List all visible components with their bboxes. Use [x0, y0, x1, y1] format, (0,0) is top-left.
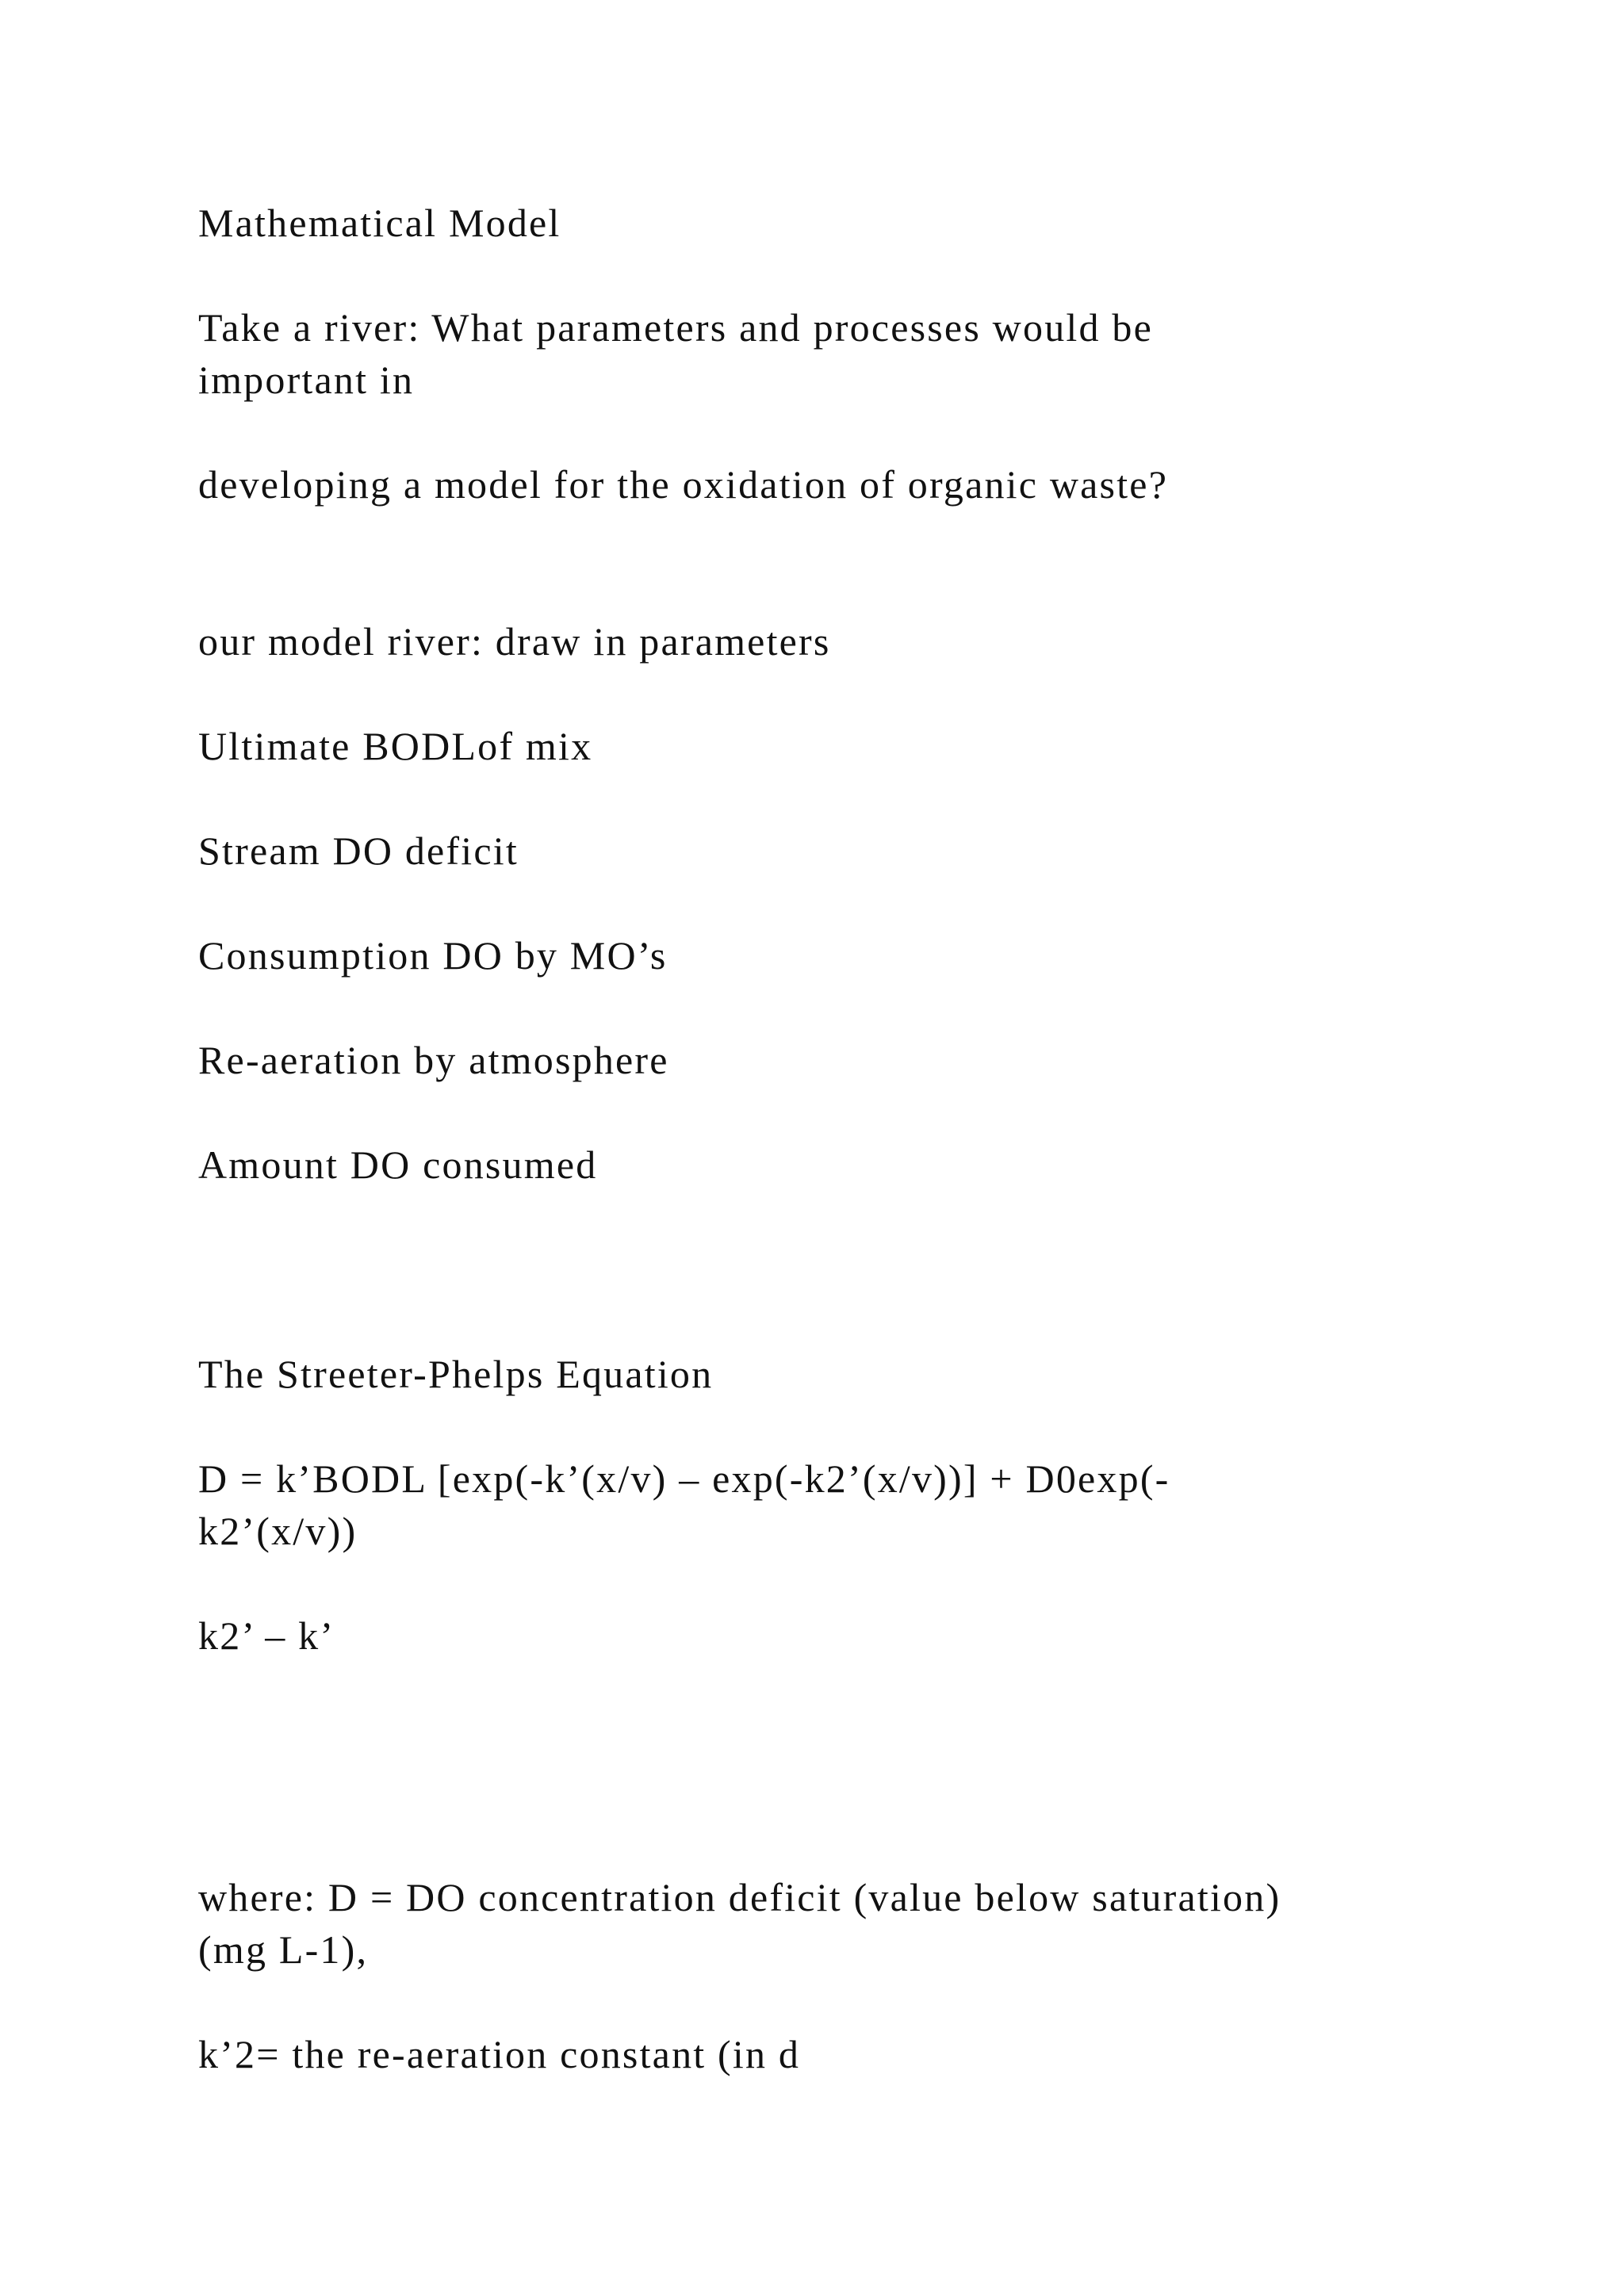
parameter-item-bodl: Ultimate BODLof mix	[198, 724, 593, 768]
question-line-2: important in	[198, 358, 415, 402]
question-line-1: Take a river: What parameters and processes would be	[198, 305, 1153, 350]
question-line-3: developing a model for the oxidation of organic waste?	[198, 462, 1169, 507]
equation-heading: The Streeter-Phelps Equation	[198, 1352, 714, 1396]
where-line-2: (mg L-1),	[198, 1927, 369, 1972]
where-paragraph	[198, 1871, 1281, 1976]
equation-line-2: k2’(x/v))	[198, 1509, 358, 1553]
parameter-item-consumption: Consumption DO by MO’s	[198, 933, 668, 978]
parameter-item-reaeration: Re-aeration by atmosphere	[198, 1038, 669, 1082]
where-line-1: where: D = DO concentration deficit (value below saturation)	[198, 1875, 1281, 1919]
k2-definition: k’2= the re-aeration constant (in d	[198, 2032, 801, 2076]
document-title: Mathematical Model	[198, 201, 561, 245]
question-paragraph	[198, 301, 1153, 406]
parameter-item-deficit: Stream DO deficit	[198, 828, 519, 873]
equation-line-1: D = k’BODL [exp(-k’(x/v) – exp(-k2’(x/v))] + D0exp(-	[198, 1456, 1170, 1501]
parameter-item-consumed: Amount DO consumed	[198, 1142, 598, 1187]
equation-denominator: k2’ – k’	[198, 1613, 335, 1658]
model-river-heading: our model river: draw in parameters	[198, 619, 831, 664]
equation-block	[198, 1452, 1170, 1557]
